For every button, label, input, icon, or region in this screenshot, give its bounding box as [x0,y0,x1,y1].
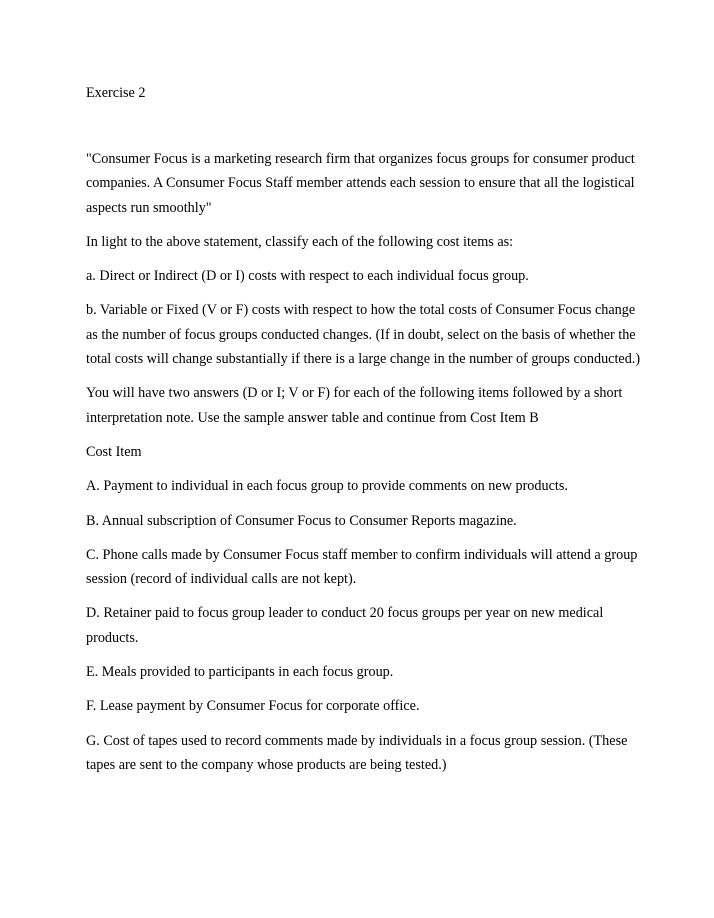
document-body [86,147,641,787]
cost-item-g: G. Cost of tapes used to record comments made by individuals in a focus group session. (These tapes are sent to the company whose products are being tested.) [86,732,628,773]
cost-item-d: D. Retainer paid to focus group leader to conduct 20 focus groups per year on new medical products. [86,605,604,646]
instruction-a-paragraph: a. Direct or Indirect (D or I) costs with respect to each individual focus group. [86,268,529,285]
instruction-paragraph: In light to the above statement, classify each of the following cost items as: [86,233,514,250]
instruction-b-paragraph: b. Variable or Fixed (V or F) costs with respect to how the total costs of Consumer Focus change as the number of focus groups conducted changes. (If in doubt, select on the basis of whether the total costs will change substantially if there is a large change in the number of groups conducted.) [86,302,641,368]
answer-format-paragraph: You will have two answers (D or I; V or F) for each of the following items followed by a short interpretation note. Use the sample answer table and continue from Cost Item B [86,385,623,426]
cost-item-a: A. Payment to individual in each focus group to provide comments on new products. [86,478,568,495]
intro-quote-paragraph: "Consumer Focus is a marketing research firm that organizes focus groups for consumer product companies. A Consumer Focus Staff member attends each session to ensure that all the logistical aspects run smoothly" [86,151,635,216]
cost-item-e: E. Meals provided to participants in each focus group. [86,664,394,681]
cost-item-c: C. Phone calls made by Consumer Focus staff member to confirm individuals will attend a group session (record of individual calls are not kept). [86,546,638,588]
document-title: Exercise 2 [86,85,146,101]
cost-item-f: F. Lease payment by Consumer Focus for corporate office. [86,698,420,715]
cost-item-heading: Cost Item [86,443,142,460]
cost-item-b: B. Annual subscription of Consumer Focus to Consumer Reports magazine. [86,512,517,529]
